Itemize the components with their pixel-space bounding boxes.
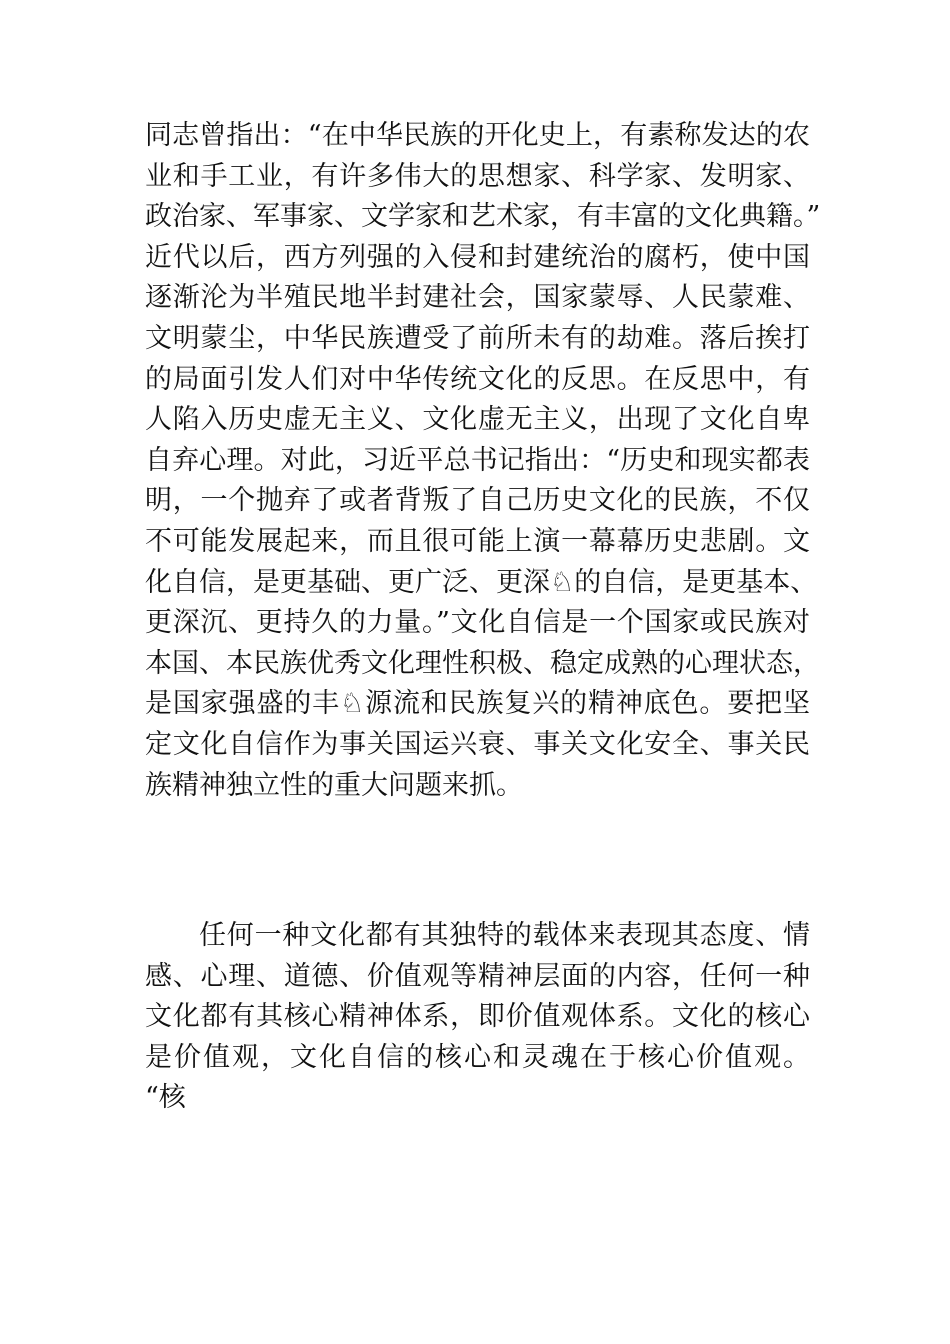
text-line: 不可能发展起来，而且很可能上演一幕幕历史悲剧。文 [145,525,810,557]
text-line: 任何一种文化都有其独特的载体来表现其态度、情 [199,920,810,951]
text-line: 是国家强盛的丰♘源流和民族复兴的精神底色。要把坚 [145,688,810,720]
text-line: 族精神独立性的重大问题来抓。 [145,769,523,801]
text-line: 的局面引发人们对中华传统文化的反思。在反思中，有 [145,363,810,395]
text-line: 人陷入历史虚无主义、文化虚无主义，出现了文化自卑 [145,404,810,436]
text-line: 近代以后，西方列强的入侵和封建统治的腐朽，使中国 [145,241,810,273]
text-line: 更深沉、更持久的力量。”文化自信是一个国家或民族对 [145,607,810,639]
paragraph-1 [145,116,821,806]
text-line: 感、心理、道德、价值观等精神层面的内容，任何一种 [145,960,810,992]
text-line: 业和手工业，有许多伟大的思想家、科学家、发明家、 [145,160,810,192]
text-line: 化自信，是更基础、更广泛、更深♘的自信，是更基本、 [145,566,818,598]
text-line: 同志曾指出：“在中华民族的开化史上，有素称发达的农 [145,120,810,151]
text-line: 自弃心理。对此，习近平总书记指出：“历史和现实都表 [145,444,810,476]
paragraph-2 [145,916,810,1119]
text-line: 定文化自信作为事关国运兴衰、事关文化安全、事关民 [145,728,810,760]
text-line: 文明蒙尘，中华民族遭受了前所未有的劫难。落后挨打 [145,322,810,354]
text-line: 逐渐沦为半殖民地半封建社会，国家蒙辱、人民蒙难、 [145,282,810,314]
text-line: 明，一个抛弃了或者背叛了自己历史文化的民族，不仅 [145,485,810,517]
text-line: “核 [145,1082,186,1114]
text-line: 文化都有其核心精神体系，即价值观体系。文化的核心 [145,1001,810,1033]
text-line: 本国、本民族优秀文化理性积极、稳定成熟的心理状态， [145,647,820,679]
text-line: 政治家、军事家、文学家和艺术家，有丰富的文化典籍。” [145,201,821,233]
text-line: 是价值观，文化自信的核心和灵魂在于核心价值观。 [145,1041,810,1073]
